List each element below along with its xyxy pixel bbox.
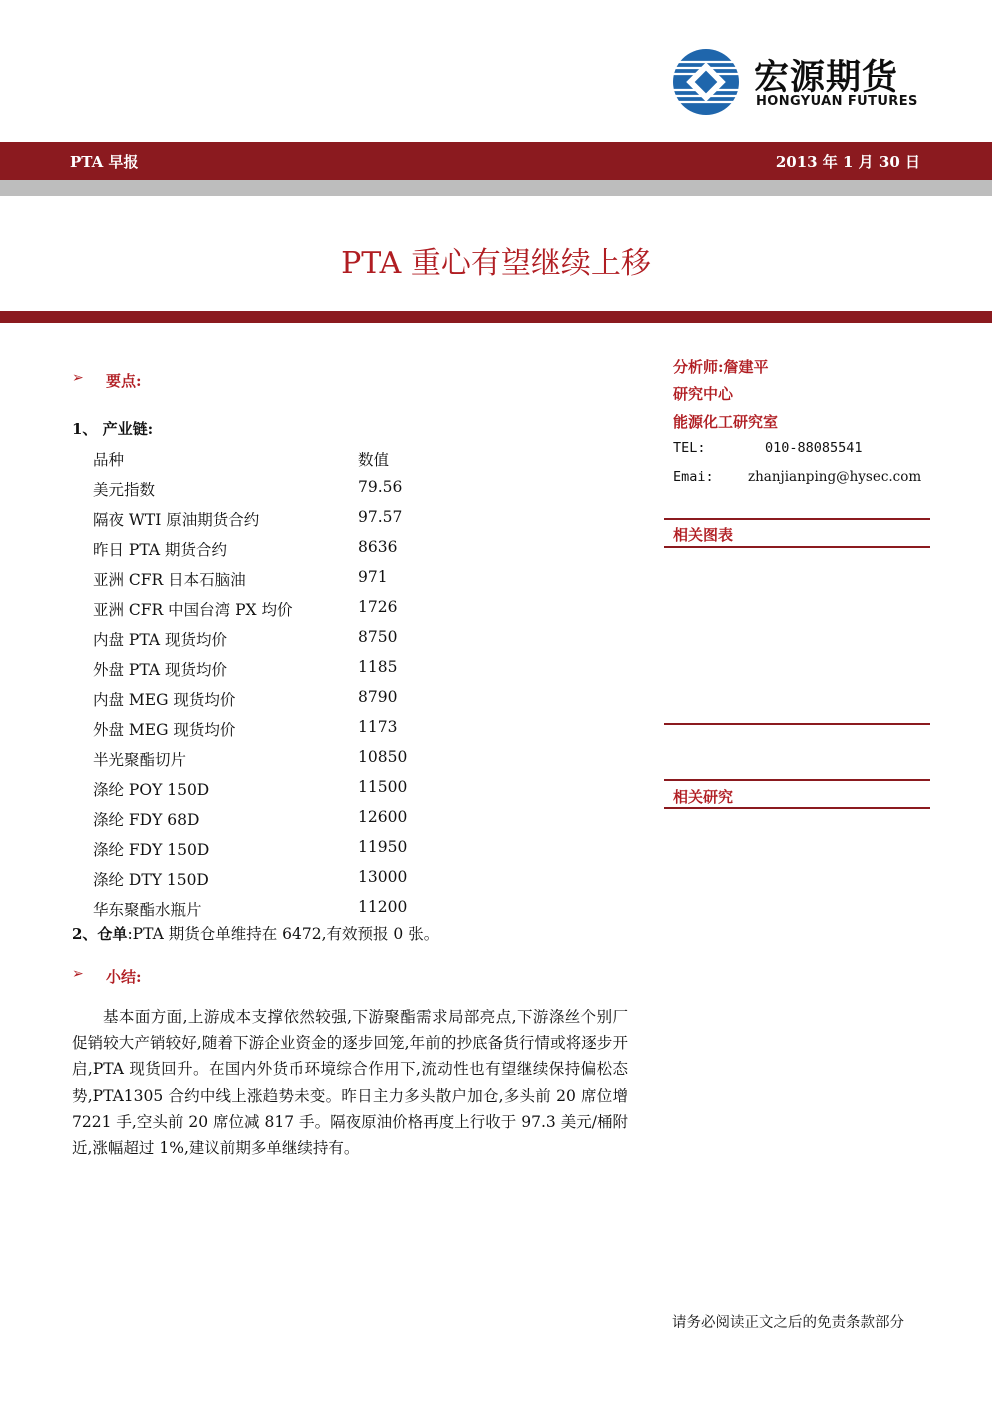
table-row-value: 971	[358, 568, 388, 586]
related-charts-heading: 相关图表	[673, 526, 734, 544]
summary-paragraph	[72, 1004, 628, 1161]
table-row-value: 1185	[358, 658, 398, 676]
table-row-value: 11500	[358, 778, 408, 796]
table-row-value: 8636	[358, 538, 398, 556]
table-row-value: 12600	[358, 808, 408, 826]
title-divider-band	[0, 311, 992, 323]
research-top-rule	[664, 779, 930, 781]
table-row-name: 昨日 PTA 期货合约	[93, 541, 227, 559]
table-row-name: 隔夜 WTI 原油期货合约	[93, 511, 260, 529]
table-row-name: 亚洲 CFR 中国台湾 PX 均价	[93, 601, 293, 619]
section1-heading: 1、 产业链:	[72, 420, 154, 438]
logo-name-en: HONGYUAN FUTURES	[756, 94, 918, 109]
table-row-name: 外盘 PTA 现货均价	[93, 661, 227, 679]
company-logo	[672, 48, 922, 118]
table-row-name: 半光聚酯切片	[93, 751, 187, 769]
table-row-value: 79.56	[358, 478, 403, 496]
tel-value: 010-88085541	[765, 440, 863, 456]
arrow-bullet-icon: ➢	[72, 966, 84, 982]
table-row-name: 外盘 MEG 现货均价	[93, 721, 236, 739]
col-header-value: 数值	[358, 451, 390, 469]
arrow-bullet-icon: ➢	[72, 370, 84, 386]
table-row-value: 97.57	[358, 508, 403, 526]
table-row-value: 1726	[358, 598, 398, 616]
logo-name-cn: 宏源期货	[754, 58, 899, 98]
related-research-heading: 相关研究	[673, 788, 734, 806]
charts-section-end-rule	[664, 723, 930, 725]
table-row-name: 内盘 MEG 现货均价	[93, 691, 236, 709]
summary-heading: 小结:	[106, 968, 142, 986]
report-date: 2013 年 1 月 30 日	[775, 153, 920, 171]
table-row-value: 13000	[358, 868, 408, 886]
table-row-name: 涤纶 DTY 150D	[93, 871, 209, 889]
key-points-heading: 要点:	[106, 372, 142, 390]
analyst-name: 分析师:詹建平	[673, 358, 769, 376]
department-research-center: 研究中心	[673, 385, 734, 403]
hongyuan-logo-icon	[672, 48, 740, 116]
department-energy-chemical: 能源化工研究室	[673, 413, 779, 431]
tel-label: TEL:	[673, 440, 706, 456]
table-row-name: 涤纶 FDY 68D	[93, 811, 200, 829]
header-gray-band	[0, 180, 992, 196]
research-bottom-rule	[664, 807, 930, 809]
summary-text: 基本面方面,上游成本支撑依然较强,下游聚酯需求局部亮点,下游涤丝个别厂促销较大产销较好,随着下游企业资金的逐步回笼,年前的抄底备货行情或将逐步开启,PTA 现货回升。在国内外货币环境综合作用下,流动性也有望继续保持偏松态势,PTA1305 合约中线上涨趋势未变。昨日主力多头散户加仓,多头前 20 席位增 7221 手,空头前 20 席位减 817 手。隔夜原油价格再度上行收于 97.3 美元/桶附近,涨幅超过 1%,建议前期多单继续持有。	[72, 1008, 628, 1158]
page-title: PTA 重心有望继续上移	[341, 246, 651, 281]
section2-text: :PTA 期货仓单维持在 6472,有效预报 0 张。	[127, 925, 440, 943]
col-header-name: 品种	[93, 451, 125, 469]
email-value: zhanjianping@hysec.com	[748, 469, 922, 485]
table-row-name: 涤纶 POY 150D	[93, 781, 210, 799]
section2-heading: 2、仓单	[72, 925, 128, 943]
charts-top-rule	[664, 518, 930, 520]
table-row-name: 内盘 PTA 现货均价	[93, 631, 227, 649]
report-type: PTA 早报	[70, 153, 139, 171]
email-label: Emai:	[673, 469, 714, 485]
disclaimer-footer: 请务必阅读正文之后的免责条款部分	[672, 1315, 904, 1331]
table-row-value: 1173	[358, 718, 398, 736]
table-row-value: 8750	[358, 628, 398, 646]
section2	[72, 922, 439, 944]
charts-bottom-rule	[664, 546, 930, 548]
table-row-value: 11200	[358, 898, 408, 916]
table-row-value: 8790	[358, 688, 398, 706]
table-row-name: 涤纶 FDY 150D	[93, 841, 210, 859]
table-row-value: 10850	[358, 748, 408, 766]
table-row-value: 11950	[358, 838, 408, 856]
table-row-name: 亚洲 CFR 日本石脑油	[93, 571, 246, 589]
table-row-name: 华东聚酯水瓶片	[93, 901, 202, 919]
table-row-name: 美元指数	[93, 481, 156, 499]
